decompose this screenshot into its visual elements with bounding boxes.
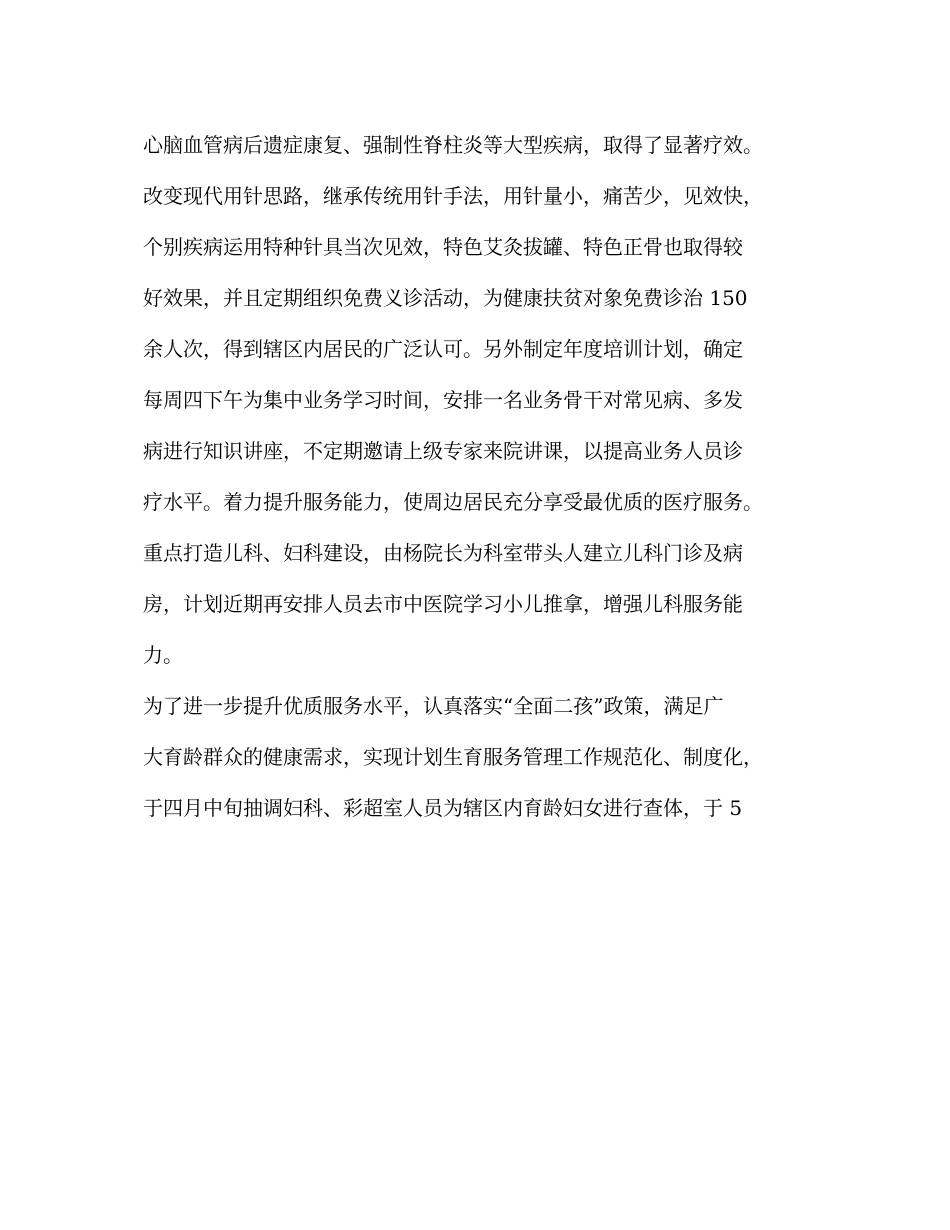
text-line: 重点打造儿科、妇科建设，由杨院长为科室带头人建立儿科门诊及病 xyxy=(143,541,743,565)
text-line: 每周四下午为集中业务学习时间，安排一名业务骨干对常见病、多发 xyxy=(143,388,743,412)
text-line: 好效果，并且定期组织免费义诊活动，为健康扶贫对象免费诊治 150 xyxy=(143,286,748,310)
text-line: 心脑血管病后遗症康复、强制性脊柱炎等大型疾病，取得了显著疗效。 xyxy=(143,133,763,157)
text-line: 为了进一步提升优质服务水平，认真落实“全面二孩”政策，满足广 xyxy=(143,694,724,718)
text-line: 病进行知识讲座，不定期邀请上级专家来院讲课，以提高业务人员诊 xyxy=(143,439,743,463)
text-line: 个别疾病运用特种针具当次见效，特色艾灸拔罐、特色正骨也取得较 xyxy=(143,235,743,259)
text-line: 疗水平。着力提升服务能力，使周边居民充分享受最优质的医疗服务。 xyxy=(143,490,763,514)
text-line: 房，计划近期再安排人员去市中医院学习小儿推拿，增强儿科服务能 xyxy=(143,592,743,616)
text-line: 改变现代用针思路，继承传统用针手法，用针量小，痛苦少，见效快， xyxy=(143,184,763,208)
text-line: 余人次，得到辖区内居民的广泛认可。另外制定年度培训计划，确定 xyxy=(143,337,743,361)
text-line: 于四月中旬抽调妇科、彩超室人员为辖区内育龄妇女进行查体，于 5 xyxy=(143,796,743,820)
text-line: 大育龄群众的健康需求，实现计划生育服务管理工作规范化、制度化， xyxy=(143,745,763,769)
text-line: 力。 xyxy=(143,643,183,667)
